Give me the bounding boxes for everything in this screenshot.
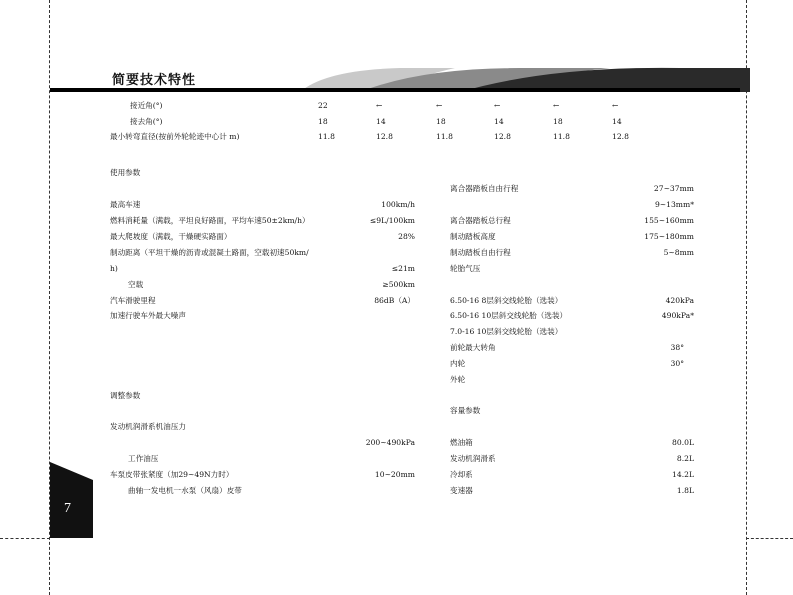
bottom-left-cut-line <box>0 538 50 539</box>
fuel-consumption-value: ≤9L/100km <box>369 216 415 225</box>
max-speed-label: 最高车速 <box>110 200 141 209</box>
departure-angle-value: 18 <box>553 117 563 126</box>
departure-angle-label: 接去角(°) <box>130 117 163 126</box>
max-steer-angle-value: 38° <box>670 343 684 352</box>
tire-option-2-value: 490kPa* <box>661 311 694 320</box>
turning-diameter-value: 11.8 <box>318 132 335 141</box>
page-title: 简要技术特性 <box>112 73 197 88</box>
cooling-system-value: 14.2L <box>672 470 694 479</box>
turning-diameter-value: 12.8 <box>494 132 511 141</box>
oil-pressure-value: 200~490kPa <box>365 438 415 447</box>
turning-diameter-value: 12.8 <box>376 132 393 141</box>
departure-angle-value: 14 <box>494 117 504 126</box>
outer-wheel-label: 外轮 <box>450 375 466 384</box>
oil-pressure-label: 发动机润滑系机油压力 <box>110 422 186 431</box>
tire-option-1-label: 6.50-16 8层斜交线轮胎（选装） <box>450 296 563 305</box>
approach-angle-label: 接近角(°) <box>130 101 163 110</box>
approach-angle-value: ← <box>553 101 560 110</box>
braking-distance-label: 制动距离（平坦干燥的沥青或混凝土路面，空载初速50km/ <box>110 248 309 257</box>
clutch-free-travel-label: 离合器踏板自由行程 <box>450 184 519 193</box>
tire-option-2-label: 6.50-16 10层斜交线轮胎（选装） <box>450 311 568 320</box>
engine-lube-label: 发动机润滑系 <box>450 454 496 463</box>
max-grade-value: 28% <box>398 232 415 241</box>
departure-angle-value: 18 <box>318 117 328 126</box>
cooling-system-label: 冷却系 <box>450 470 473 479</box>
coast-distance-label: 汽车滑驶里程 <box>110 296 156 305</box>
fuel-consumption-label: 燃料消耗量（满载，平坦良好路面，平均车速50±2km/h） <box>110 216 310 225</box>
approach-angle-value: ← <box>376 101 383 110</box>
usage-heading: 使用参数 <box>110 168 141 177</box>
fuel-tank-label: 燃油箱 <box>450 438 473 447</box>
header-rule <box>50 88 740 92</box>
approach-angle-value: ← <box>494 101 501 110</box>
braking-distance-value: ≤21m <box>391 264 415 273</box>
engine-lube-value: 8.2L <box>676 454 694 463</box>
page-number: 7 <box>64 501 71 516</box>
brake-pedal-height-label: 制动踏板高度 <box>450 232 496 241</box>
clutch-free-travel-value: 27~37mm <box>653 184 694 193</box>
tire-option-1-value: 420kPa <box>665 296 694 305</box>
brake-free-travel-label: 制动踏板自由行程 <box>450 248 511 257</box>
brake-pedal-height-value: 175~180mm <box>644 232 694 241</box>
turning-diameter-value: 11.8 <box>553 132 570 141</box>
turning-diameter-label: 最小转弯直径(按前外轮轮迹中心计 m) <box>110 132 240 141</box>
transmission-label: 变速器 <box>450 486 473 495</box>
brake-free-travel-value: 5~8mm <box>663 248 694 257</box>
adjust-heading: 调整参数 <box>110 391 141 400</box>
approach-angle-value: ← <box>436 101 443 110</box>
belt-path-label: 曲轴一发电机一水泵（风扇）皮带 <box>128 486 242 495</box>
page-corner-tab <box>50 462 93 538</box>
max-grade-label: 最大爬坡度（满载，干燥硬实路面） <box>110 232 232 241</box>
empty-load-value: ≥500km <box>382 280 415 289</box>
max-speed-value: 100km/h <box>381 200 415 209</box>
tire-option-3-label: 7.0-16 10层斜交线轮胎（选装） <box>450 327 563 336</box>
empty-load-label: 空载 <box>128 280 144 289</box>
inner-wheel-value: 30° <box>670 359 684 368</box>
capacity-heading: 容量参数 <box>450 406 481 415</box>
belt-tension-value: 10~20mm <box>374 470 415 479</box>
braking-distance-label-cont: h) <box>110 264 118 273</box>
clutch-total-travel-label: 离合器踏板总行程 <box>450 216 511 225</box>
max-noise-label: 加速行驶车外最大噪声 <box>110 311 186 320</box>
approach-angle-value: 22 <box>318 101 328 110</box>
coast-distance-value: 86dB（A） <box>374 296 415 305</box>
fuel-tank-value: 80.0L <box>672 438 694 447</box>
clutch-total-travel-value: 155~160mm <box>644 216 694 225</box>
approach-angle-value: ← <box>612 101 619 110</box>
clutch-free-travel-value-alt: 9~13mm* <box>654 200 694 209</box>
departure-angle-value: 14 <box>376 117 386 126</box>
transmission-value: 1.8L <box>676 486 694 495</box>
max-steer-angle-label: 前轮最大转角 <box>450 343 496 352</box>
turning-diameter-value: 11.8 <box>436 132 453 141</box>
turning-diameter-value: 12.8 <box>612 132 629 141</box>
working-pressure-label: 工作油压 <box>128 454 159 463</box>
belt-tension-label: 车泵皮带张紧度（加29~49N力时） <box>110 470 234 479</box>
inner-wheel-label: 内轮 <box>450 359 466 368</box>
departure-angle-value: 18 <box>436 117 446 126</box>
bottom-right-cut-line <box>746 538 793 539</box>
departure-angle-value: 14 <box>612 117 622 126</box>
tire-pressure-heading: 轮胎气压 <box>450 264 481 273</box>
